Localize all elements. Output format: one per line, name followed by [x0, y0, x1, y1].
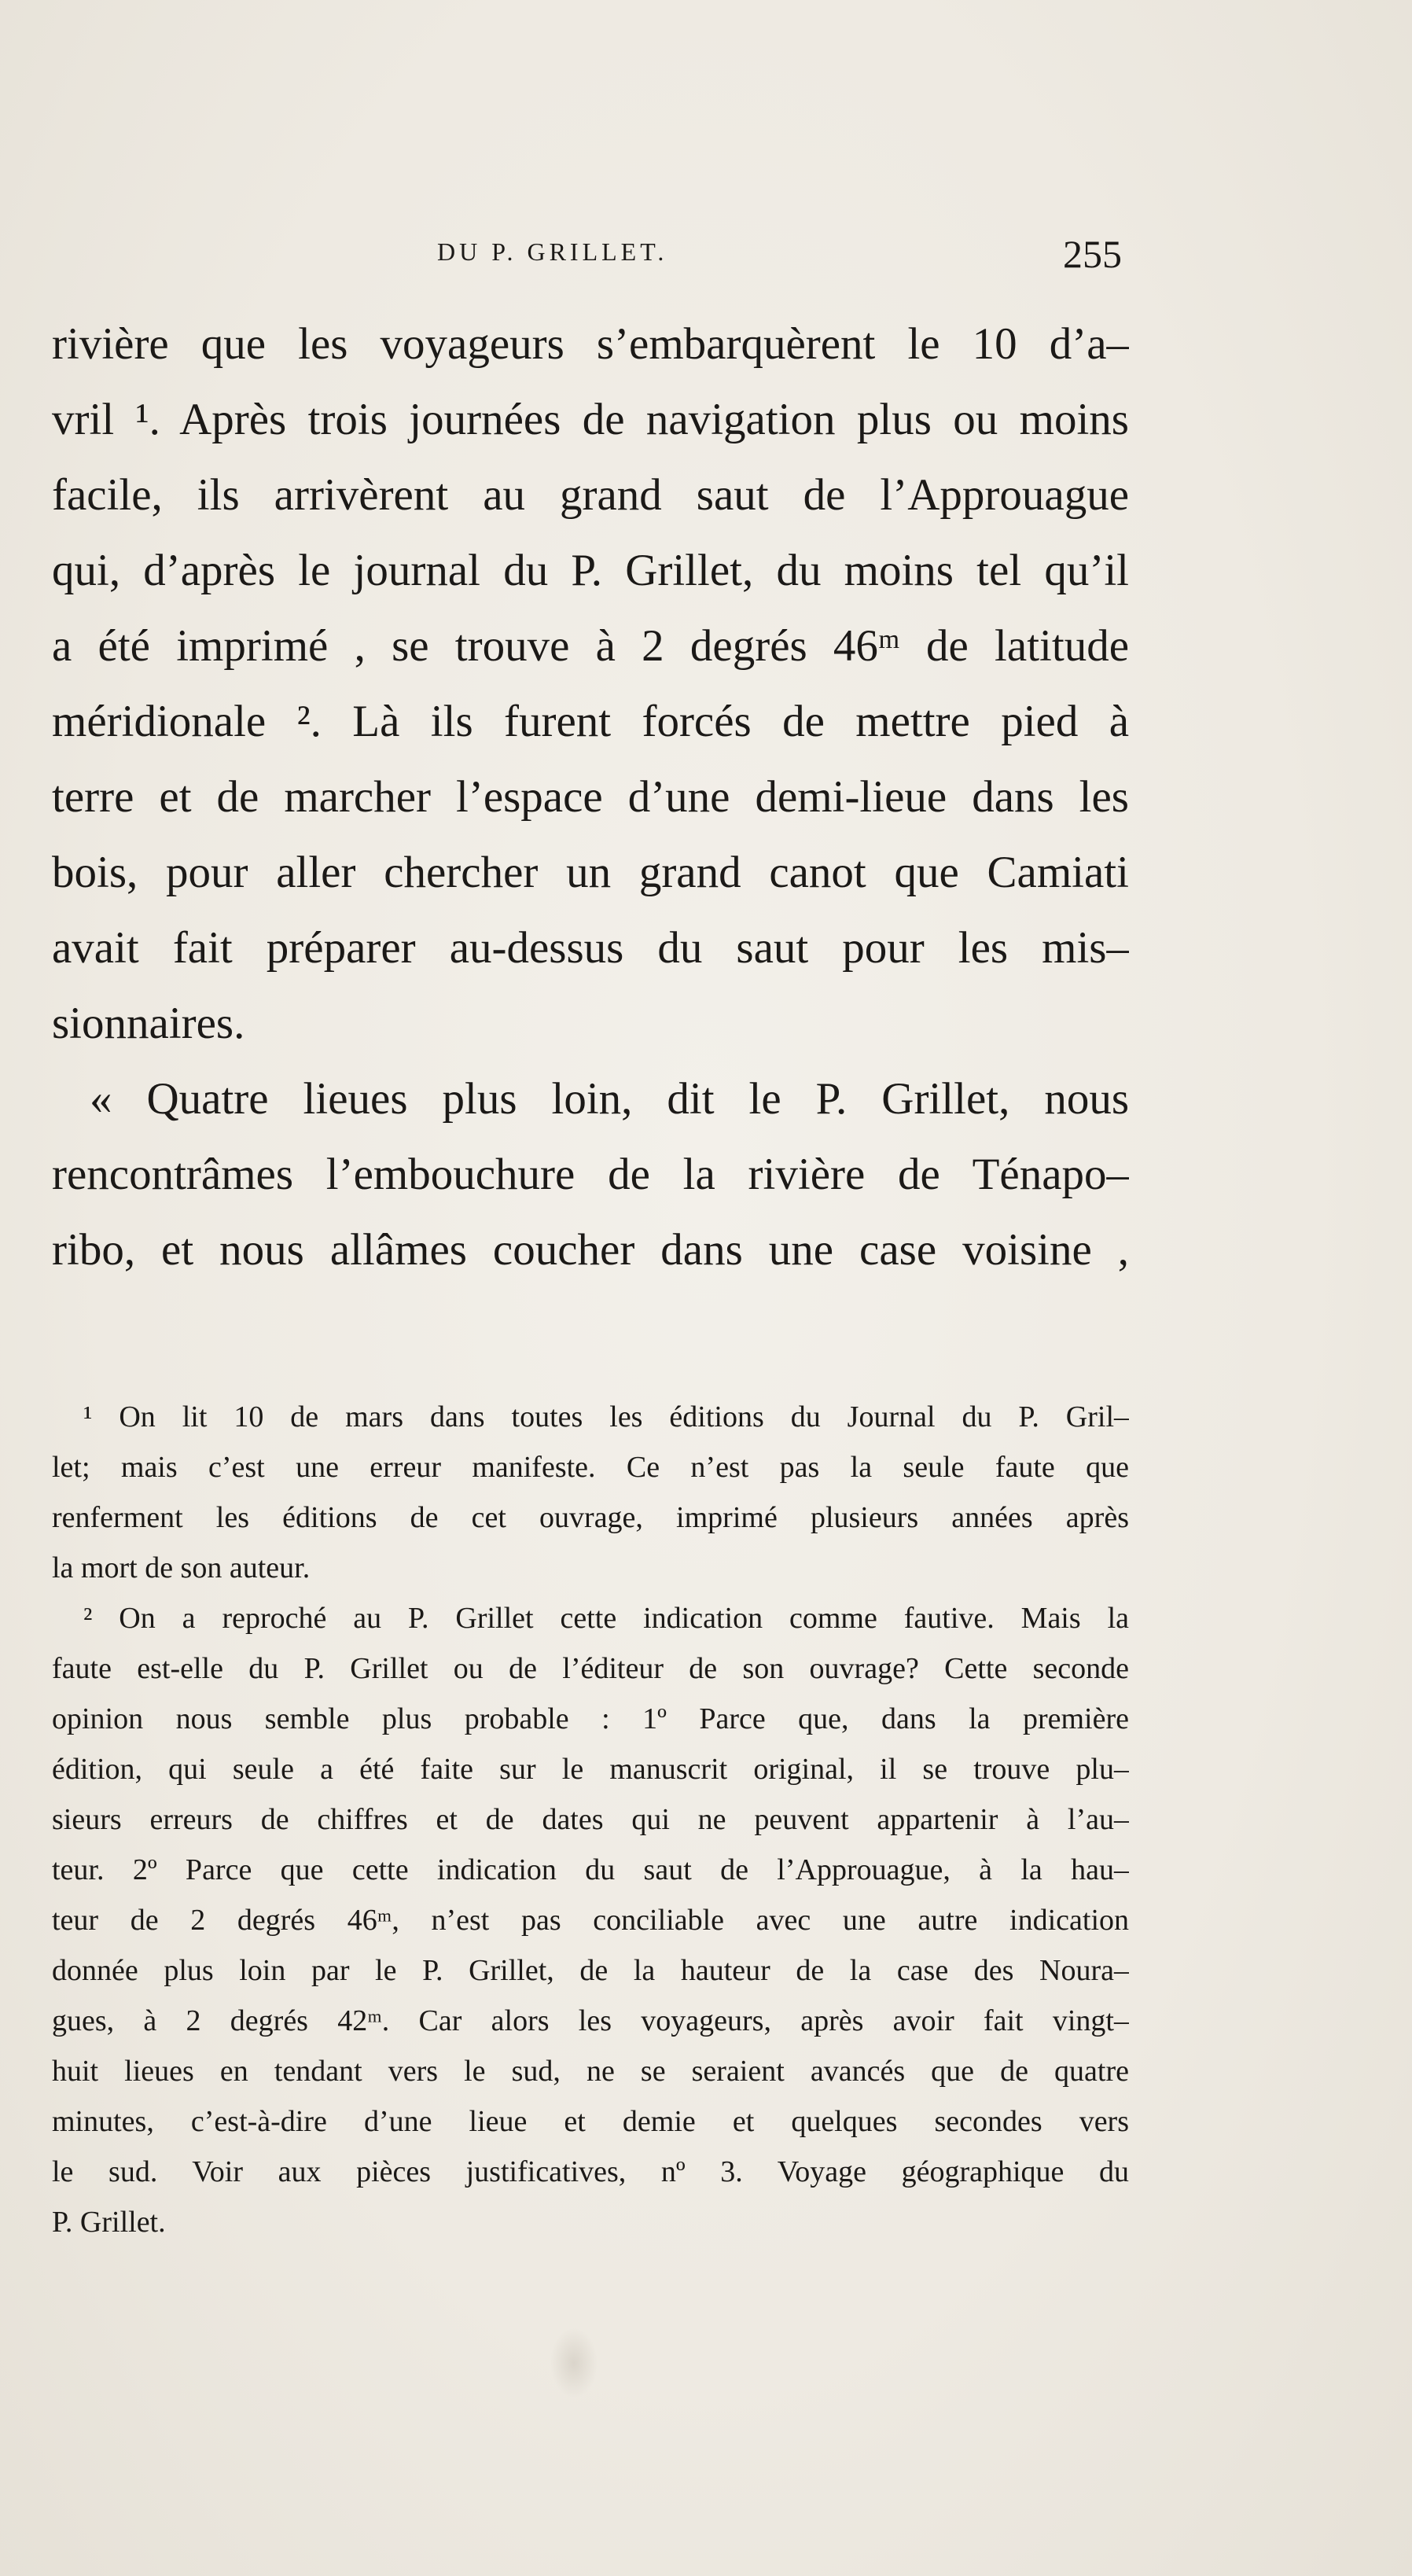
- footnote-line: huit lieues en tendant vers le sud, ne se seraient avancés que de quatre: [52, 2055, 1129, 2088]
- footnote-line: teur de 2 degrés 46ᵐ, n’est pas conciliable avec une autre indication: [52, 1904, 1129, 1937]
- footnote-line: faute est-elle du P. Grillet ou de l’éditeur de son ouvrage? Cette seconde: [52, 1652, 1129, 1685]
- text-line: a été imprimé , se trouve à 2 degrés 46ᵐ de latitude: [52, 621, 1129, 671]
- text-line: sionnaires.: [52, 999, 245, 1048]
- main-text: [52, 307, 1129, 1288]
- footnote-line: minutes, c’est-à-dire d’une lieue et demie et quelques secondes vers: [52, 2105, 1129, 2138]
- text-line: ribo, et nous allâmes coucher dans une case voisine ,: [52, 1225, 1129, 1275]
- footnote-line: édition, qui seule a été faite sur le manuscrit original, il se trouve plu–: [52, 1753, 1129, 1786]
- footnote-line: let; mais c’est une erreur manifeste. Ce n’est pas la seule faute que: [52, 1451, 1129, 1484]
- footnote-line: la mort de son auteur.: [52, 1551, 311, 1584]
- text-line: facile, ils arrivèrent au grand saut de l’Approuague: [52, 470, 1129, 520]
- text-line: avait fait préparer au-dessus du saut pour les mis–: [52, 923, 1129, 973]
- text-line: bois, pour aller chercher un grand canot que Camiati: [52, 848, 1129, 897]
- text-line: vril ¹. Après trois journées de navigation plus ou moins: [52, 395, 1129, 444]
- footnote-line: teur. 2º Parce que cette indication du saut de l’Approuague, à la hau–: [52, 1853, 1129, 1886]
- footnote-line: P. Grillet.: [52, 2206, 166, 2239]
- running-head: [0, 231, 1412, 278]
- text-line: méridionale ². Là ils furent forcés de mettre pied à: [52, 697, 1129, 746]
- page-number: 255: [1063, 232, 1122, 276]
- text-line: terre et de marcher l’espace d’une demi-lieue dans les: [52, 772, 1129, 822]
- paper-smudge: [550, 2328, 598, 2398]
- text-line: rivière que les voyageurs s’embarquèrent le 10 d’a–: [52, 319, 1129, 369]
- footnote-line: gues, à 2 degrés 42ᵐ. Car alors les voyageurs, après avoir fait vingt–: [52, 2004, 1129, 2037]
- footnote-line: ² On a reproché au P. Grillet cette indication comme fautive. Mais la: [83, 1602, 1129, 1635]
- text-line: qui, d’après le journal du P. Grillet, du moins tel qu’il: [52, 546, 1129, 595]
- running-title: DU P. GRILLET.: [437, 237, 668, 266]
- footnote-line: sieurs erreurs de chiffres et de dates qui ne peuvent appartenir à l’au–: [52, 1803, 1129, 1836]
- footnote-line: opinion nous semble plus probable : 1º Parce que, dans la première: [52, 1702, 1129, 1735]
- footnote-line: le sud. Voir aux pièces justificatives, nº 3. Voyage géographique du: [52, 2155, 1129, 2188]
- text-line: rencontrâmes l’embouchure de la rivière de Ténapo–: [52, 1150, 1129, 1199]
- text-line: « Quatre lieues plus loin, dit le P. Grillet, nous: [90, 1074, 1129, 1124]
- footnote-line: renferment les éditions de cet ouvrage, imprimé plusieurs années après: [52, 1501, 1129, 1534]
- footnote-line: donnée plus loin par le P. Grillet, de la hauteur de la case des Noura–: [52, 1954, 1129, 1987]
- footnote-line: ¹ On lit 10 de mars dans toutes les éditions du Journal du P. Gril–: [83, 1400, 1129, 1433]
- footnotes: [52, 1392, 1129, 2247]
